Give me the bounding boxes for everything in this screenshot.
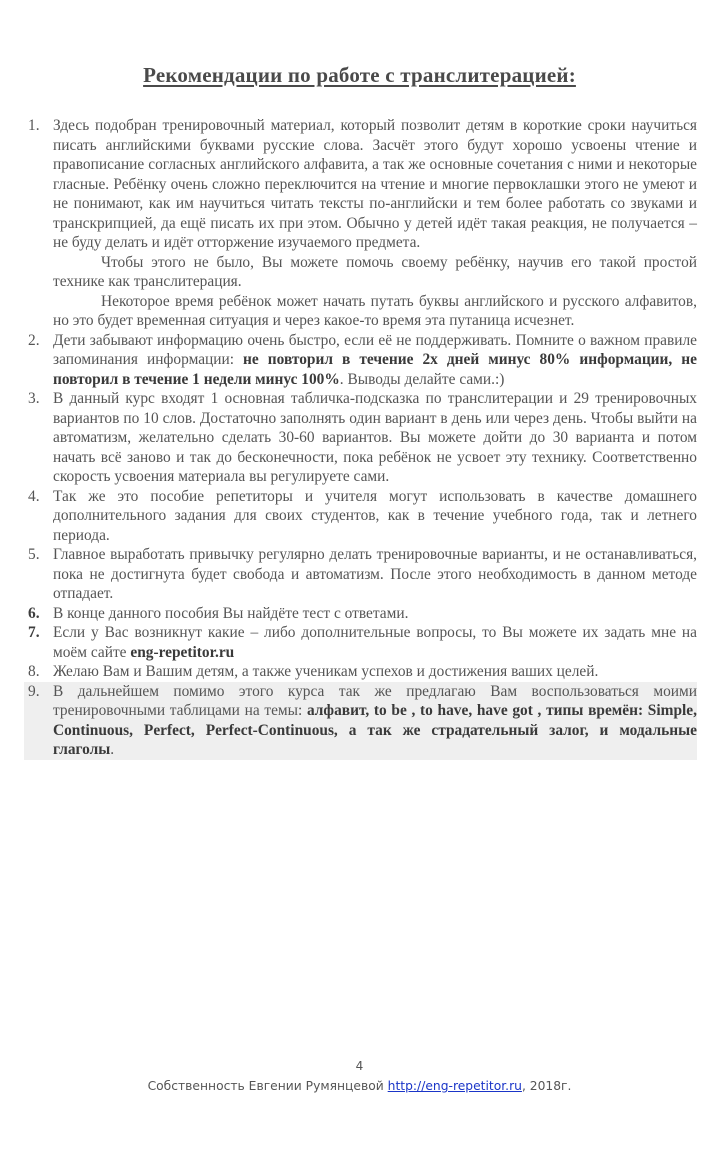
item-text: . bbox=[110, 741, 115, 758]
item-bold-text: не повторил в течение 2х дней минус 80% информации, не повторил в течение 1 недели минус 100% bbox=[53, 351, 697, 388]
item-text: Дети забывают информацию очень быстро, если её не поддерживать. Помните о важном правиле запоминания информации: bbox=[53, 331, 697, 368]
footer-year: , 2018г. bbox=[521, 1079, 572, 1093]
list-item-1 bbox=[24, 116, 697, 331]
item-paragraph: Некоторое время ребёнок может начать путать буквы английского и русского алфавитов, но это будет временная ситуация и через какое-то время эта путаница исчезнет. bbox=[53, 292, 697, 329]
item-number: 8. bbox=[28, 663, 40, 680]
item-paragraph: Чтобы этого не было, Вы можете помочь своему ребёнку, научив его такой простой технике как транслитерация. bbox=[53, 253, 697, 290]
item-number: 3. bbox=[28, 390, 40, 407]
list-item-8 bbox=[24, 662, 697, 682]
list-item-4 bbox=[24, 487, 697, 546]
page-number: 4 bbox=[355, 1059, 364, 1073]
item-text: Если у Вас возникнут какие – либо дополнительные вопросы, то Вы можете их задать мне на моём сайте bbox=[53, 624, 697, 661]
list-item-5 bbox=[24, 545, 697, 604]
page-title: Рекомендации по работе с транслитерацией: bbox=[143, 63, 576, 87]
item-text: Желаю Вам и Вашим детям, а также ученикам успехов и достижения ваших целей. bbox=[53, 663, 599, 680]
item-text: В конце данного пособия Вы найдёте тест с ответами. bbox=[53, 604, 409, 622]
item-text: В дальнейшем помимо этого курса так же предлагаю Вам воспользоваться моими тренировочными таблицами на темы: bbox=[53, 682, 697, 719]
item-number: 4. bbox=[28, 487, 40, 505]
list-item-9-highlighted bbox=[24, 682, 697, 760]
item-number: 6. bbox=[28, 604, 40, 622]
recommendations-list bbox=[24, 116, 697, 760]
item-text: В данный курс входят 1 основная табличка-подсказка по транслитерации и 29 тренировочных вариантов по 10 слов. Достаточно заполнять один вариант в день или через день. Чтобы выйти на автоматизм, желательно сделать 30-60 вариантов. Вы можете дойти до 30 варианта и потом начать всё заново и так до бесконечности, пока ребёнок не усвоет эту технику. Соответственно скорость усвоения материала вы регулируете сами. bbox=[53, 390, 697, 485]
footer bbox=[0, 1079, 719, 1093]
list-item-7 bbox=[24, 623, 697, 662]
footer-owner: Собственность Евгении Румянцевой bbox=[147, 1079, 388, 1093]
site-name: eng-repetitor.ru bbox=[130, 643, 235, 661]
item-bold-text: алфавит, to be , to have, have got , типы времён: Simple, Continuous, Perfect, Perfect-Continuous, а так же страдательный залог, и модальные глаголы bbox=[53, 702, 697, 758]
item-text: Главное выработать привычку регулярно делать тренировочные варианты, и не останавливаться, пока не достигнута будет свобода и автоматизм. После этого необходимость в данном методе отпадает. bbox=[53, 546, 697, 602]
item-number: 1. bbox=[28, 117, 40, 134]
list-item-2 bbox=[24, 331, 697, 390]
item-number: 5. bbox=[28, 546, 40, 563]
list-item-3 bbox=[24, 389, 697, 487]
item-number: 9. bbox=[28, 682, 40, 700]
item-number: 7. bbox=[28, 624, 40, 641]
item-text: Так же это пособие репетиторы и учителя могут использовать в качестве домашнего дополнительного задания для своих студентов, как в течение учебного года, так и летнего периода. bbox=[53, 487, 697, 544]
item-text: Здесь подобран тренировочный материал, который позволит детям в короткие сроки научиться писать английскими буквами русские слова. Засчёт этого будут хорошо усвоены чтение и правописание согласных английского алфавита, а так же основные сочетания с ними и некоторые гласные. Ребёнку очень сложно переключится на чтение и многие первоклашки этого не умеют и не понимают, как им научиться читать тексты по-английски и тем более работать со звуками и транскрипцией, да ещё писать их при этом. Обычно у детей идёт такая реакция, не получается – не буду делать и идёт отторжение изучаемого предмета. bbox=[53, 117, 697, 251]
list-item-6 bbox=[24, 604, 697, 624]
item-number: 2. bbox=[28, 331, 40, 349]
item-text: . Выводы делайте сами.:) bbox=[339, 370, 505, 388]
footer-link[interactable]: http://eng-repetitor.ru bbox=[387, 1079, 522, 1093]
